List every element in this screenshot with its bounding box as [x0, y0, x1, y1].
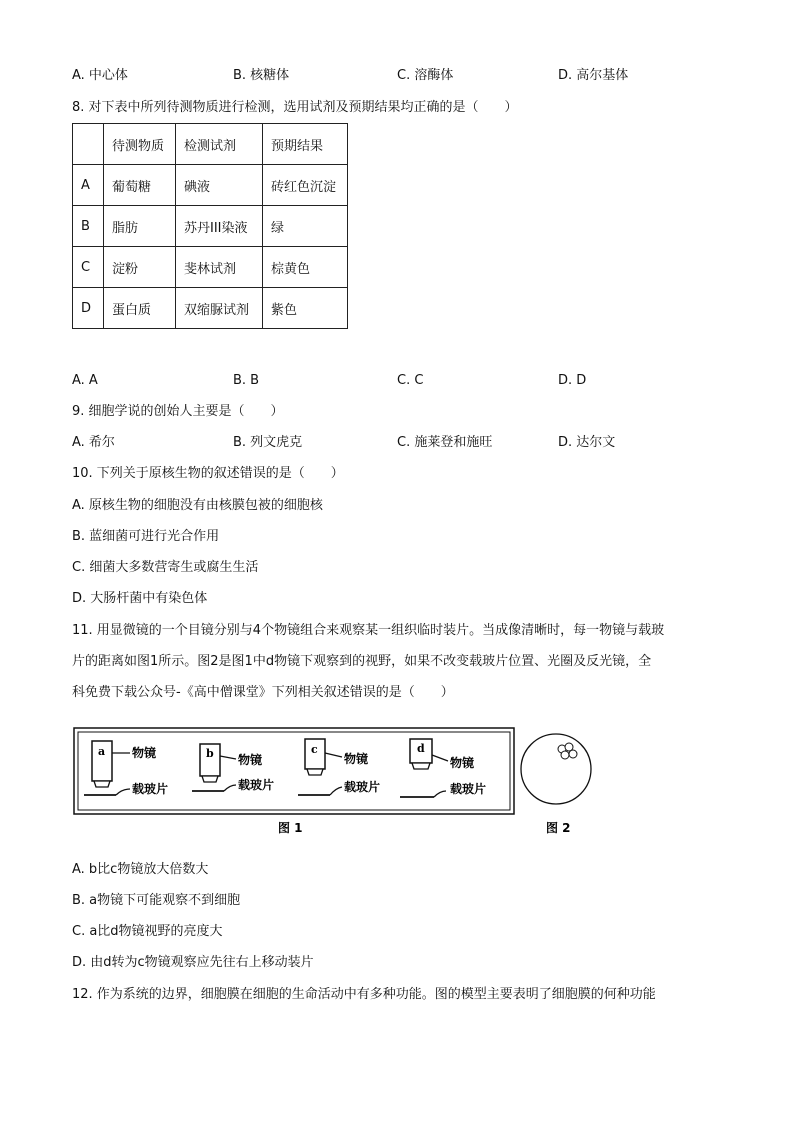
table-cell: 绿 [263, 206, 348, 247]
q9-option-c: C. 施莱登和施旺 [397, 435, 493, 450]
table-cell: 紫色 [263, 288, 348, 329]
table-row [73, 206, 348, 247]
fig1-frame-inner [78, 732, 510, 810]
table-cell: 脂肪 [104, 206, 176, 247]
objective-d [400, 739, 486, 797]
q11-option-c: C. a比d物镜视野的亮度大 [72, 924, 223, 939]
q12-stem: 12. 作为系统的边界，细胞膜在细胞的生命活动中有多种功能。图的模型主要表明了细胞膜的何种功能 [72, 987, 656, 1002]
table-cell: C [73, 247, 104, 288]
q8-option-a: A. A [72, 373, 98, 388]
q8-table [72, 123, 348, 329]
table-cell: 葡萄糖 [104, 165, 176, 206]
q7-option-c: C. 溶酶体 [397, 68, 454, 83]
q10-option-b: B. 蓝细菌可进行光合作用 [72, 529, 220, 544]
q9-stem: 9. 细胞学说的创始人主要是（ ） [72, 404, 284, 419]
table-cell: 棕黄色 [263, 247, 348, 288]
table-cell: 蛋白质 [104, 288, 176, 329]
objective-letter: a [98, 745, 106, 758]
q8-option-b: B. B [233, 373, 260, 388]
table-cell: 碘液 [176, 165, 263, 206]
q7-option-b: B. 核糖体 [233, 68, 290, 83]
q8-option-d: D. D [558, 373, 587, 388]
objective-b [192, 744, 274, 792]
table-cell: 双缩脲试剂 [176, 288, 263, 329]
q9-option-a: A. 希尔 [72, 435, 115, 450]
objective-label: 物镜 [132, 746, 157, 760]
q10-option-d: D. 大肠杆菌中有染色体 [72, 591, 208, 606]
q11-stem-line-1: 11. 用显微镜的一个目镜分别与4个物镜组合来观察某一组织临时装片。当成像清晰时，每一物镜与载玻 [72, 623, 665, 638]
q11-option-b: B. a物镜下可能观察不到细胞 [72, 893, 241, 908]
table-header-cell: 检测试剂 [176, 124, 263, 165]
objective-label: 物镜 [450, 756, 475, 770]
slide-label: 载玻片 [344, 780, 381, 794]
q10-option-c: C. 细菌大多数营寄生或腐生生活 [72, 560, 259, 575]
table-cell: D [73, 288, 104, 329]
q11-option-a: A. b比c物镜放大倍数大 [72, 862, 209, 877]
q11-stem-line-3: 科免费下载公众号-《高中僧课堂》下列相关叙述错误的是（ ） [72, 685, 454, 700]
fig2-field-of-view [521, 734, 591, 804]
slide-label: 载玻片 [238, 778, 275, 792]
slide-label: 载玻片 [132, 782, 169, 796]
objective-label: 物镜 [238, 753, 263, 767]
table-row [73, 247, 348, 288]
q11-figure [72, 725, 592, 840]
table-cell: A [73, 165, 104, 206]
fig2-caption: 图 2 [546, 821, 571, 835]
table-cell: B [73, 206, 104, 247]
table-row [73, 165, 348, 206]
table-header-cell: 预期结果 [263, 124, 348, 165]
objective-letter: b [206, 747, 214, 760]
objective-a [84, 741, 168, 796]
slide-label: 载玻片 [450, 782, 487, 796]
q7-option-a: A. 中心体 [72, 68, 128, 83]
q9-option-d: D. 达尔文 [558, 435, 616, 450]
objective-letter: d [417, 742, 425, 755]
q11-stem-line-2: 片的距离如图1所示。图2是图1中d物镜下观察到的视野，如果不改变载玻片位置、光圈及反光镜，全 [72, 654, 652, 669]
objective-label: 物镜 [344, 752, 369, 766]
table-cell: 苏丹III染液 [176, 206, 263, 247]
q7-option-d: D. 高尔基体 [558, 68, 629, 83]
q11-option-d: D. 由d转为c物镜观察应先往右上移动装片 [72, 955, 314, 970]
table-header-row [73, 124, 348, 165]
q10-option-a: A. 原核生物的细胞没有由核膜包被的细胞核 [72, 498, 323, 513]
fig1-caption: 图 1 [278, 821, 303, 835]
q8-option-c: C. C [397, 373, 424, 388]
fig1-frame [74, 728, 514, 814]
table-cell: 砖红色沉淀 [263, 165, 348, 206]
q10-stem: 10. 下列关于原核生物的叙述错误的是（ ） [72, 466, 344, 481]
table-header-cell [73, 124, 104, 165]
objective-letter: c [311, 743, 318, 756]
table-header-cell: 待测物质 [104, 124, 176, 165]
table-row [73, 288, 348, 329]
table-cell: 淀粉 [104, 247, 176, 288]
q8-stem: 8. 对下表中所列待测物质进行检测，选用试剂及预期结果均正确的是（ ） [72, 100, 518, 115]
objective-c [298, 739, 380, 795]
q9-option-b: B. 列文虎克 [233, 435, 303, 450]
table-cell: 斐林试剂 [176, 247, 263, 288]
q11-figure-svg [72, 725, 592, 840]
